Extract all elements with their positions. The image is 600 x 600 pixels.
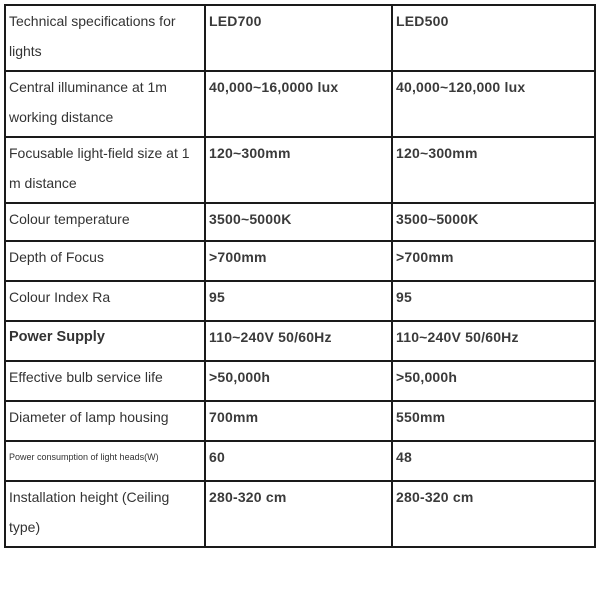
row-led700-value: 700mm [205,401,392,441]
row-led700-value: >50,000h [205,361,392,401]
row-led700-value: 60 [205,441,392,481]
table-row [5,281,595,321]
row-label: Depth of Focus [5,241,205,281]
row-label: Effective bulb service life [5,361,205,401]
table-row [5,321,595,361]
row-led700-value: 95 [205,281,392,321]
row-led500-value: 48 [392,441,595,481]
table-row [5,361,595,401]
row-label: Installation height (Ceiling type) [5,481,205,547]
row-led500-value: 550mm [392,401,595,441]
header-spec: Technical specifications for lights [5,5,205,71]
row-label: Diameter of lamp housing [5,401,205,441]
row-led500-value: 120~300mm [392,137,595,203]
row-led500-value: >50,000h [392,361,595,401]
table-row [5,241,595,281]
table-row [5,203,595,241]
spec-table [4,4,596,548]
row-label: Central illuminance at 1m working distance [5,71,205,137]
row-led700-value: 40,000~16,0000 lux [205,71,392,137]
table-row [5,441,595,481]
row-label: Colour Index Ra [5,281,205,321]
table-header-row [5,5,595,71]
row-led500-value: 3500~5000K [392,203,595,241]
row-label: Power consumption of light heads(W) [5,441,205,481]
table-row [5,137,595,203]
table-row [5,481,595,547]
row-led700-value: 280-320 cm [205,481,392,547]
header-led500: LED500 [392,5,595,71]
row-led500-value: 95 [392,281,595,321]
row-label: Focusable light-field size at 1 m distance [5,137,205,203]
header-led700: LED700 [205,5,392,71]
row-led500-value: 110~240V 50/60Hz [392,321,595,361]
row-label: Power Supply [5,321,205,361]
row-led500-value: 40,000~120,000 lux [392,71,595,137]
row-led700-value: 3500~5000K [205,203,392,241]
row-label: Colour temperature [5,203,205,241]
row-led700-value: 110~240V 50/60Hz [205,321,392,361]
row-led700-value: 120~300mm [205,137,392,203]
row-led500-value: >700mm [392,241,595,281]
table-row [5,401,595,441]
row-led700-value: >700mm [205,241,392,281]
table-row [5,71,595,137]
row-led500-value: 280-320 cm [392,481,595,547]
